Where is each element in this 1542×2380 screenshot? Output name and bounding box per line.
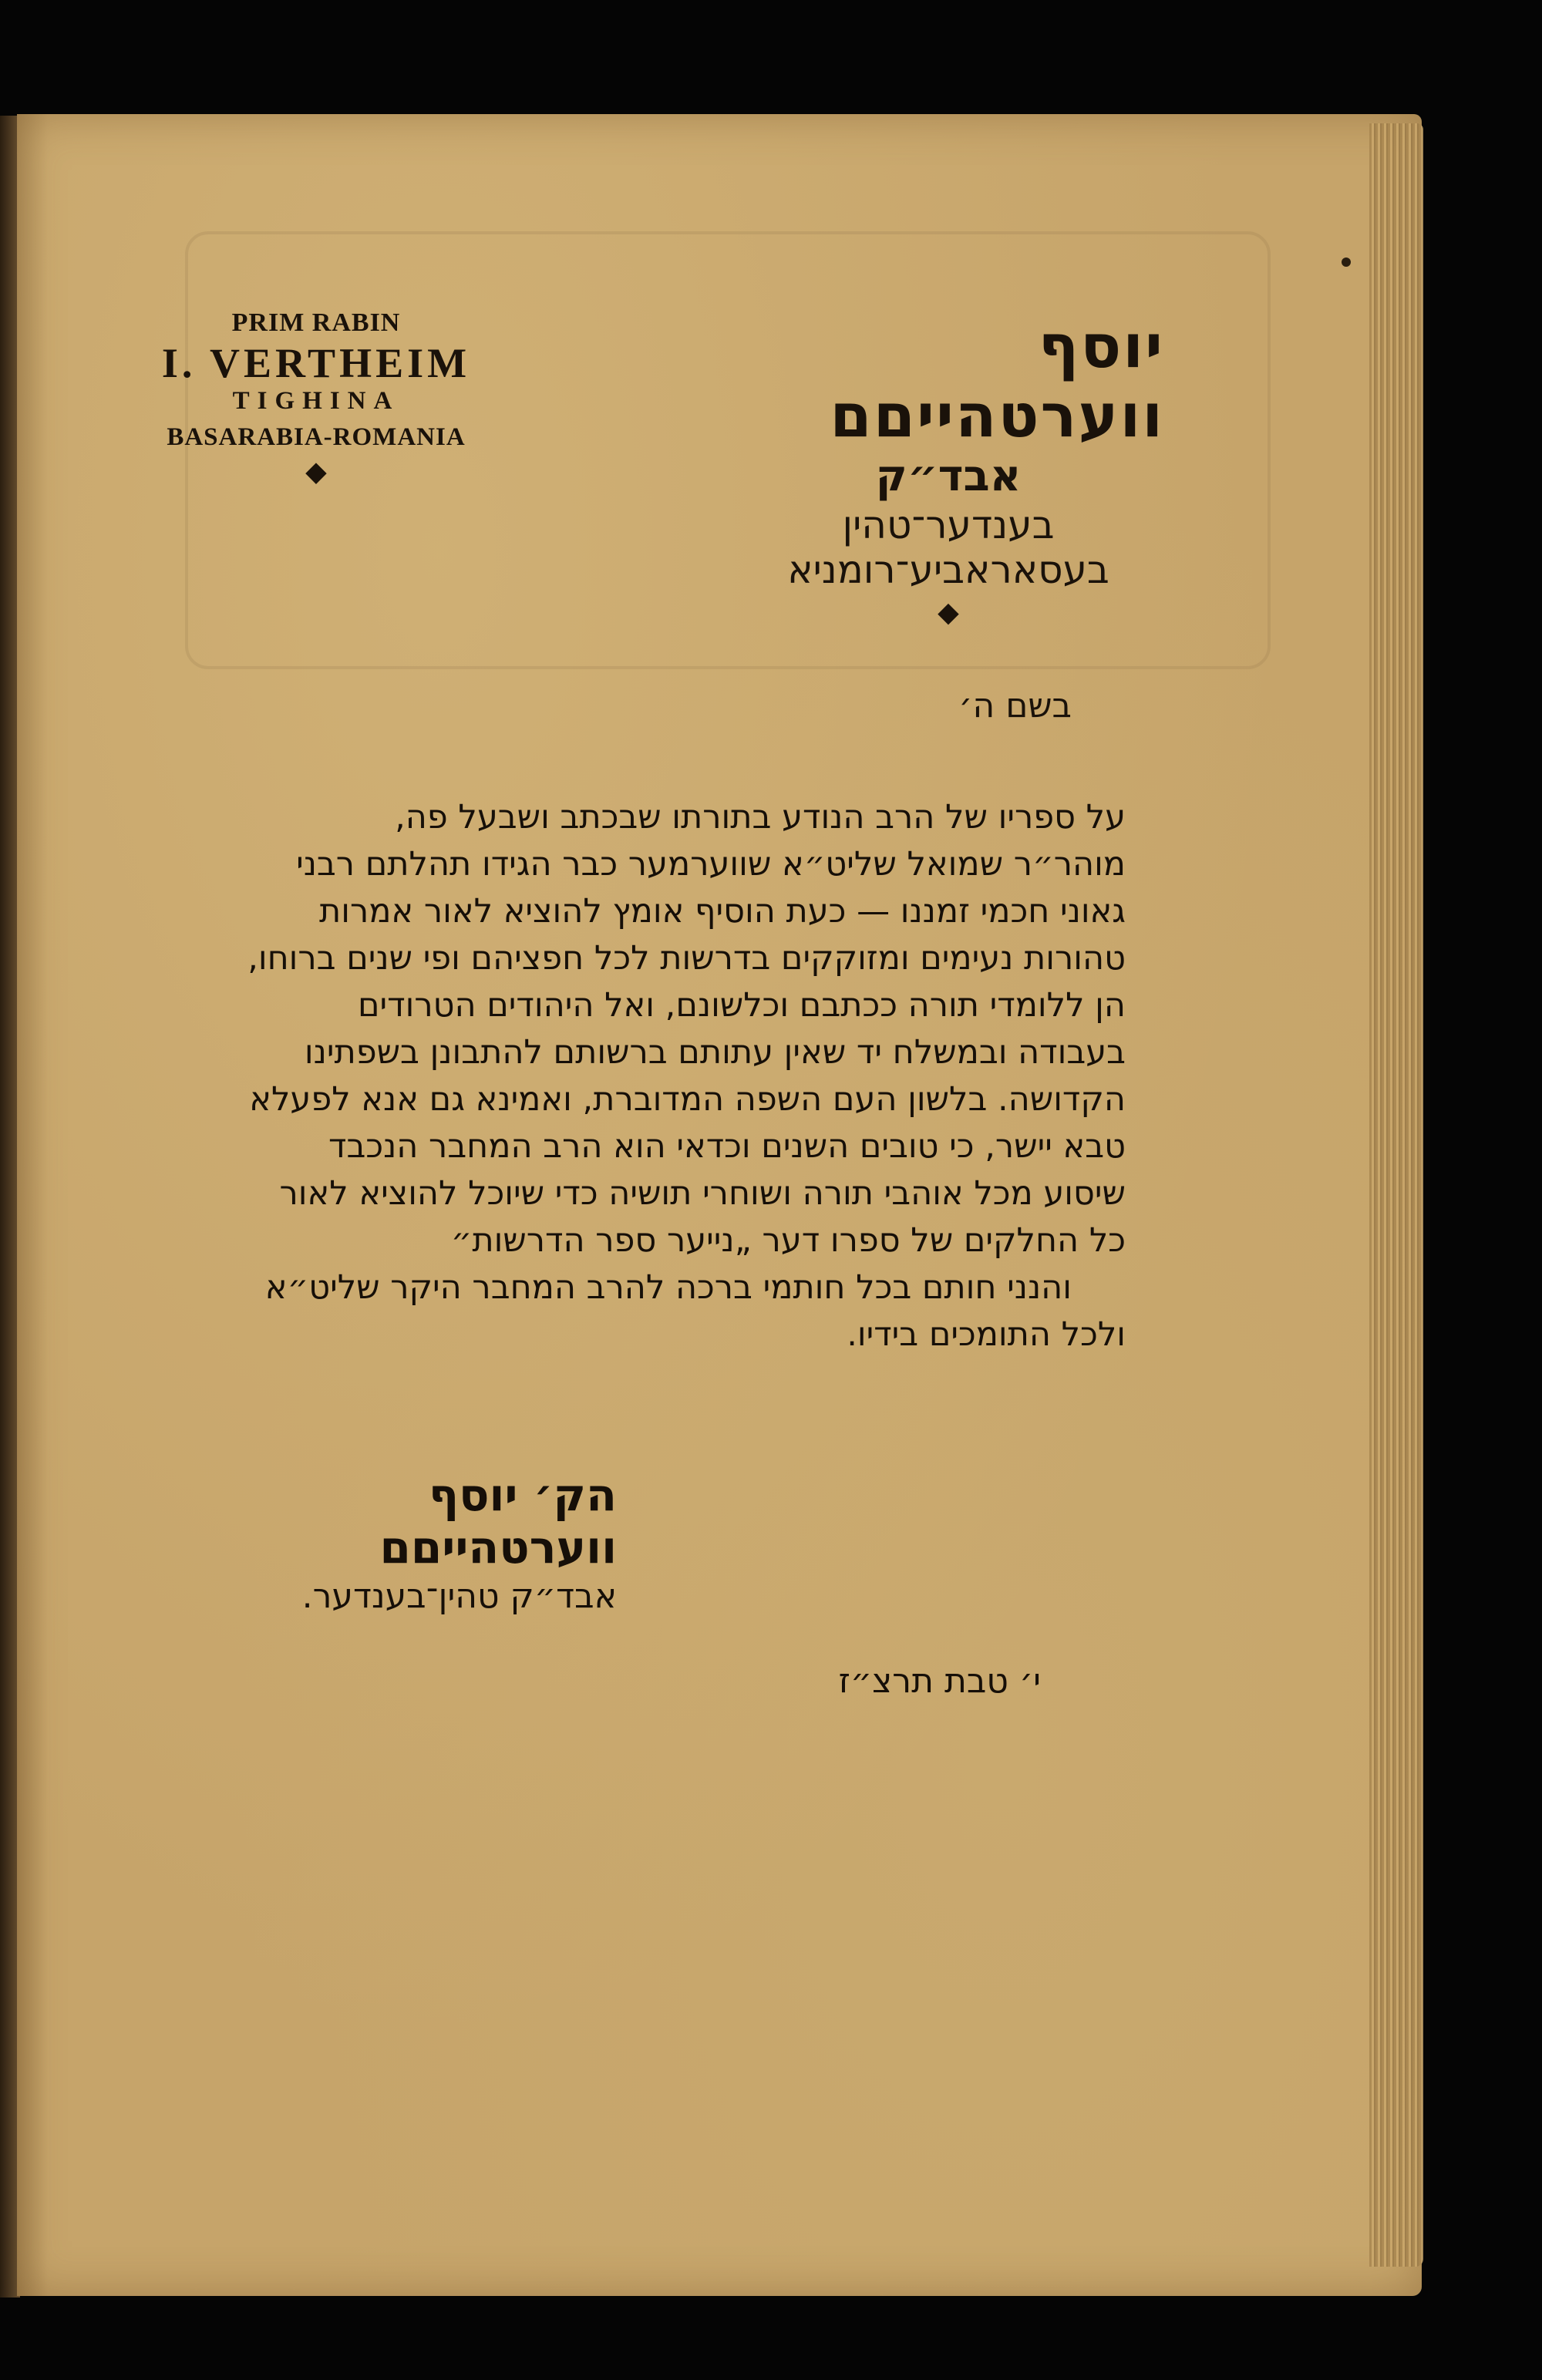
hebrew-region: בעסאראביע־רומניא [787, 547, 1109, 592]
english-region: BASARABIA-ROMANIA [167, 423, 466, 451]
date: י׳ טבת תרצ״ז [838, 1661, 1041, 1701]
approbation-text [85, 794, 1126, 1358]
diamond-ornament-icon: ◆ [305, 458, 327, 486]
body-line: הן ללומדי תורה ככתבם וכלשונם, ואל היהודים הטרודים [358, 986, 1126, 1025]
body-line: כל החלקים של ספרו דער „נייער ספר הדרשות״ [450, 1221, 1126, 1260]
signature-title: אבד״ק טהין־בענדער. [301, 1577, 617, 1616]
body-line: טהורות נעימים ומזוקקים בדרשות לכל חפציהם ופי שנים ברוחו, [247, 939, 1126, 978]
body-line: בעבודה ובמשלח יד שאין עתותם ברשותם להתבונן בשפתינו [304, 1033, 1126, 1072]
signature-block [185, 1469, 617, 1616]
closing-line: ולכל התומכים בידיו. [847, 1315, 1126, 1354]
page-edges [1369, 123, 1423, 2267]
hebrew-title: אבד״ק [875, 451, 1022, 501]
hebrew-name: יוסף ווערטהייםם [830, 312, 1164, 451]
body-line: טבא יישר, כי טובים השנים וכדאי הוא הרב המחבר הנכבד [328, 1127, 1126, 1166]
paper-spot [1342, 258, 1351, 267]
body-line: שיסוע מכל אוהבי תורה ושוחרי תושיה כדי שיוכל להוציא לאור [279, 1174, 1126, 1213]
english-city: TIGHINA [232, 387, 400, 415]
invocation: בשם ה׳ [958, 686, 1072, 725]
diamond-ornament-icon: ◆ [938, 597, 959, 628]
body-line: על ספריו של הרב הנודע בתורתו שבכתב ושבעל פה, [395, 798, 1126, 837]
closing-line: והנני חותם בכל חותמי ברכה להרב המחבר היקר שליט״א [264, 1268, 1072, 1307]
body-line: גאוני חכמי זמננו — כעת הוסיף אומץ להוציא לאור אמרות [318, 892, 1126, 931]
signature-name: הק׳ יוסף ווערטהייםם [379, 1469, 617, 1574]
hebrew-city: בענדער־טהין [842, 503, 1055, 547]
body-line: הקדושה. בלשון העם השפה המדוברת, ואמינא גם אנא לפעלא [249, 1080, 1126, 1119]
english-letterhead [108, 308, 524, 487]
english-title: PRIM RABIN [231, 308, 401, 337]
english-name: I. VERTHEIM [161, 340, 471, 386]
body-line: מוהר״ר שמואל שליט״א שווערמער כבר הגידו תהלתם רבני [296, 845, 1126, 884]
hebrew-letterhead [732, 312, 1164, 628]
